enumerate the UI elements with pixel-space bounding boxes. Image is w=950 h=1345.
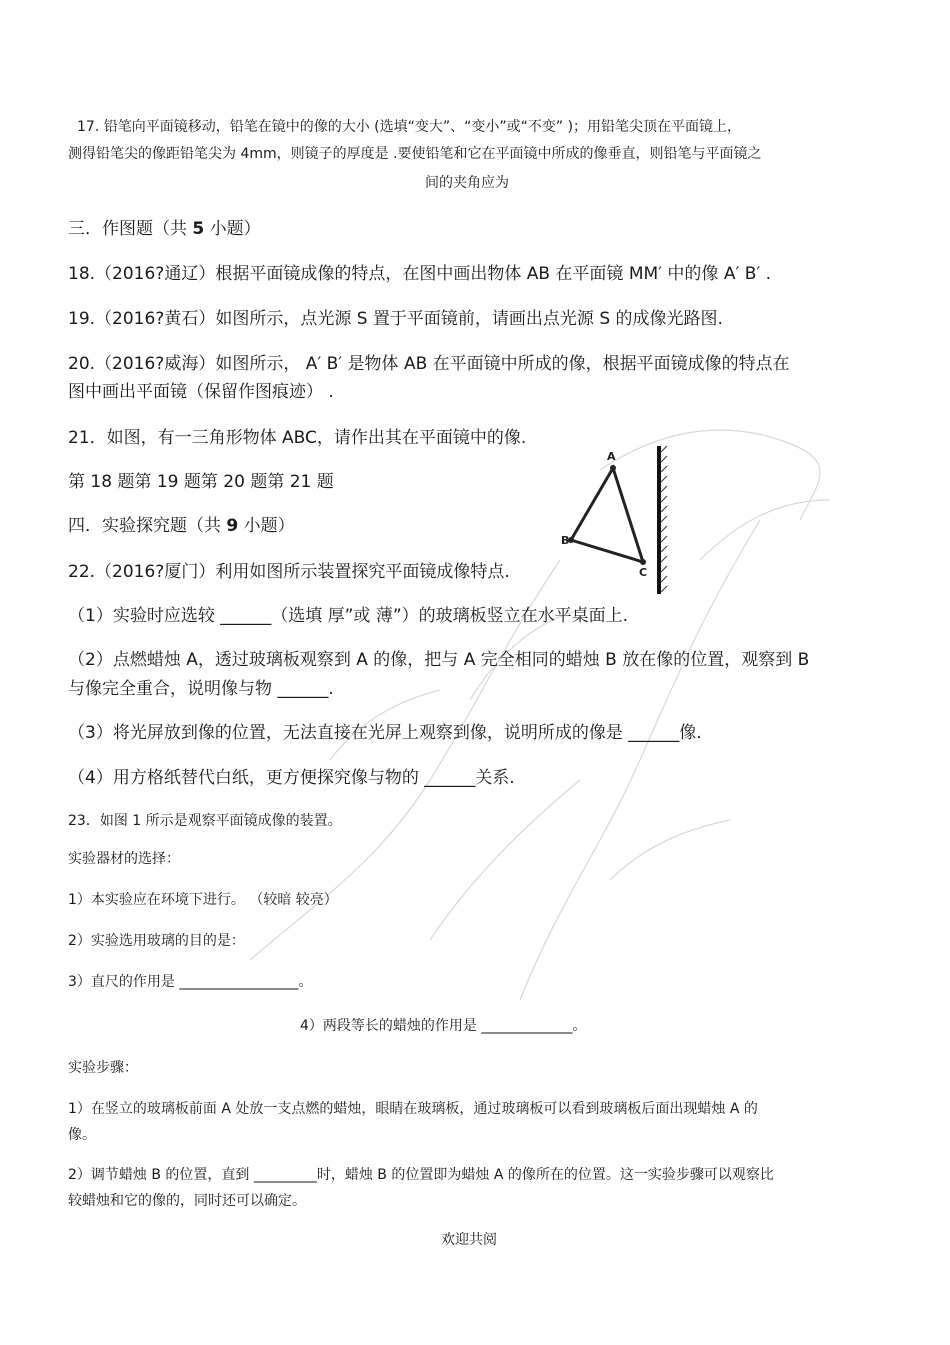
section-4-suffix: 小题） bbox=[238, 516, 295, 536]
section-4-count: 9 bbox=[226, 516, 239, 536]
q23-step-1-line1: 1）在竖立的玻璃板前面 A 处放一支点燃的蜡烛，眼睛在玻璃板，通过玻璃板可以看到玻璃板后面出现蜡烛 A 的 bbox=[68, 1101, 758, 1117]
q22-part4: （4）用方格纸替代白纸，更方便探究像与物的 ______关系. bbox=[68, 768, 515, 788]
q23-steps-title: 实验步骤： bbox=[68, 1060, 138, 1076]
q18: 18.（2016?通辽）根据平面镜成像的特点，在图中画出物体 AB 在平面镜 MM′ 中的像 A′ B′ . bbox=[68, 264, 772, 284]
section-3-suffix: 小题） bbox=[204, 219, 261, 239]
q23-material-4: 4）两段等长的蜡烛的作用是 _____________。 bbox=[300, 1018, 587, 1034]
q22-part2-line1: （2）点燃蜡烛 A，透过玻璃板观察到 A 的像，把与 A 完全相同的蜡烛 B 放在像的位置，观察到 B bbox=[68, 650, 810, 670]
triangle-abc bbox=[571, 468, 643, 562]
section-3-count: 5 bbox=[192, 219, 205, 239]
q20-line2: 图中画出平面镜（保留作图痕迹） . bbox=[68, 382, 334, 402]
q17-line1: 17. 铅笔向平面镜移动，铅笔在镜中的像的大小 (选填“变大”、“变小”或“不变” )；用铅笔尖顶在平面镜上， bbox=[77, 119, 742, 135]
vertex-a bbox=[610, 465, 616, 471]
q20-line1: 20.（2016?威海）如图所示， A′ B′ 是物体 AB 在平面镜中所成的像，根据平面镜成像的特点在 bbox=[68, 354, 790, 374]
q23-material-3: 3）直尺的作用是 _________________。 bbox=[68, 974, 313, 990]
q23-step-1-line2: 像。 bbox=[68, 1127, 96, 1143]
q22-part1: （1）实验时应选较 ______（选填 厚”或 薄”）的玻璃板竖立在水平桌面上. bbox=[68, 606, 629, 626]
q22-stem: 22.（2016?厦门）利用如图所示装置探究平面镜成像特点. bbox=[68, 562, 510, 582]
q17-line3: 间的夹角应为 bbox=[425, 175, 509, 191]
q23-step-2-line1: 2）调节蜡烛 B 的位置，直到 _________时，蜡烛 B 的位置即为蜡烛 A 的像所在的位置。这一实验步骤可以观察比 bbox=[68, 1167, 774, 1183]
page-footer: 欢迎共阅 bbox=[441, 1232, 497, 1248]
q23-stem: 23．如图 1 所示是观察平面镜成像的装置。 bbox=[68, 813, 342, 829]
section-3-heading bbox=[68, 214, 261, 239]
q19: 19.（2016?黄石）如图所示，点光源 S 置于平面镜前，请画出点光源 S 的成像光路图. bbox=[68, 309, 723, 329]
q21: 21．如图，有一三角形物体 ABC，请作出其在平面镜中的像. bbox=[68, 428, 527, 448]
plane-mirror bbox=[659, 446, 667, 594]
label-c: C bbox=[639, 566, 648, 579]
q22-part3: （3）将光屏放到像的位置，无法直接在光屏上观察到像，说明所成的像是 ______像. bbox=[68, 723, 702, 743]
section-4-heading bbox=[68, 511, 295, 536]
q23-material-1: 1）本实验应在环境下进行。 （较暗 较亮） bbox=[68, 892, 338, 908]
triangle-mirror-figure bbox=[555, 440, 675, 600]
q23-step-2-line2: 较蜡烛和它的像的，同时还可以确定。 bbox=[68, 1193, 306, 1209]
label-a: A bbox=[607, 450, 616, 463]
vertex-c bbox=[640, 559, 646, 565]
section-4-prefix: 四．实验探究题（共 bbox=[68, 516, 227, 536]
q22-part2-line2: 与像完全重合，说明像与物 ______. bbox=[68, 679, 334, 699]
q23-materials-title: 实验器材的选择： bbox=[68, 851, 180, 867]
label-b: B bbox=[561, 534, 570, 547]
q17-line2: 测得铅笔尖的像距铅笔尖为 4mm，则镜子的厚度是 .要使铅笔和它在平面镜中所成的像垂直，则铅笔与平面镜之 bbox=[68, 146, 762, 162]
section-3-prefix: 三．作图题（共 bbox=[68, 219, 193, 239]
figure-labels: 第 18 题第 19 题第 20 题第 21 题 bbox=[68, 472, 334, 492]
q23-material-2: 2）实验选用玻璃的目的是： bbox=[68, 933, 245, 949]
